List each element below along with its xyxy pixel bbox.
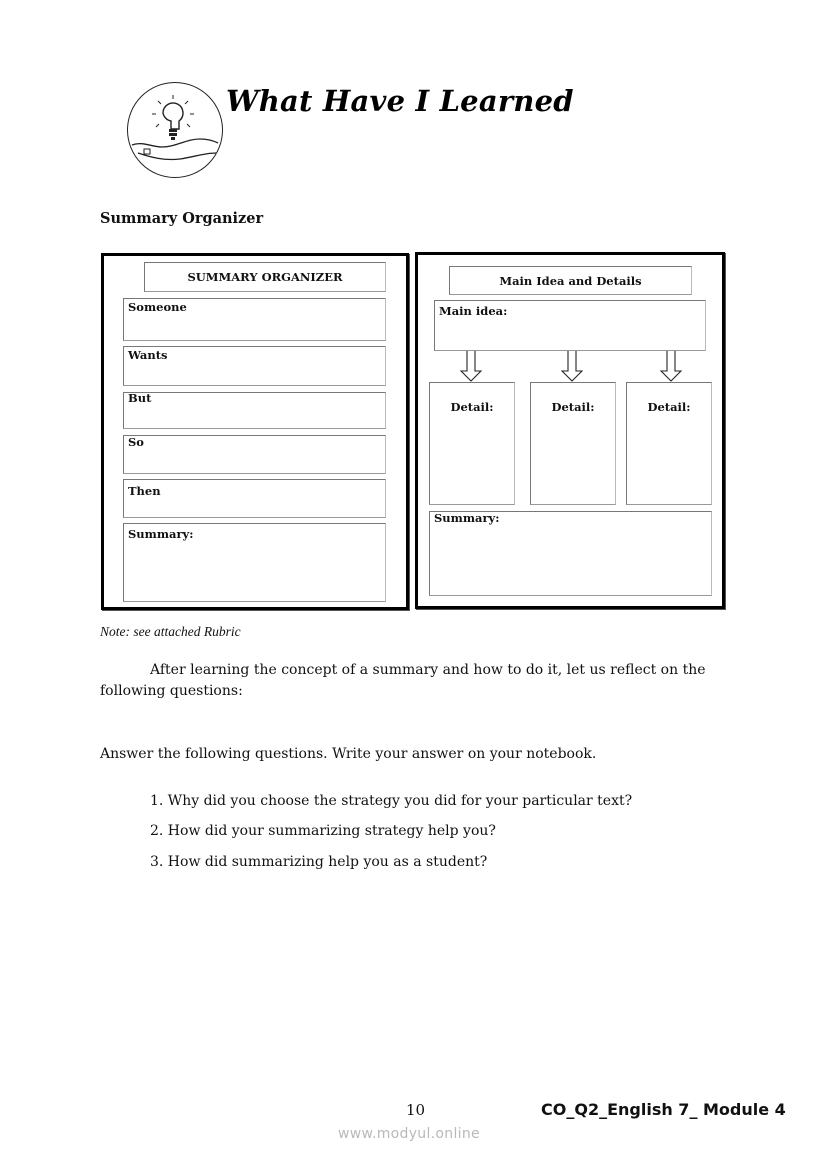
so-box[interactable] — [123, 435, 386, 474]
then-label: Then — [128, 484, 161, 498]
left-summary-label: Summary: — [128, 527, 194, 541]
summary-organizer-heading-text: SUMMARY ORGANIZER — [187, 270, 343, 284]
someone-box[interactable] — [123, 298, 386, 341]
main-idea-label: Main idea: — [439, 304, 508, 318]
then-box[interactable] — [123, 479, 386, 518]
someone-label: Someone — [128, 300, 187, 314]
main-idea-heading-text: Main Idea and Details — [499, 273, 642, 288]
page-title: What Have I Learned — [226, 84, 574, 118]
detail-box-3[interactable] — [626, 382, 712, 505]
main-idea-box[interactable] — [434, 300, 706, 351]
lightbulb-in-hand-icon — [127, 82, 223, 178]
watermark: www.modyul.online — [338, 1126, 480, 1142]
wants-box[interactable] — [123, 346, 386, 386]
detail-label: Detail: — [450, 400, 494, 414]
so-label: So — [128, 435, 144, 449]
but-label: But — [128, 391, 152, 405]
detail-label: Detail: — [551, 400, 595, 414]
down-arrow-icon — [561, 351, 583, 383]
rubric-note: Note: see attached Rubric — [100, 624, 241, 639]
summary-organizer-frame — [101, 253, 409, 610]
page-number: 10 — [406, 1101, 426, 1119]
down-arrow-icon — [660, 351, 682, 383]
question-2: 2. How did your summarizing strategy help you? — [150, 823, 496, 839]
instructions: Answer the following questions. Write your answer on your notebook. — [100, 746, 597, 762]
wants-label: Wants — [128, 348, 168, 362]
main-idea-organizer-frame — [415, 252, 725, 609]
intro-paragraph — [100, 660, 740, 702]
section-label: Summary Organizer — [100, 210, 264, 227]
right-summary-box[interactable] — [429, 511, 712, 596]
down-arrow-icon — [460, 351, 482, 383]
intro-paragraph-text: After learning the concept of a summary and how to do it, let us reflect on the following questions: — [100, 662, 706, 699]
detail-label: Detail: — [647, 400, 691, 414]
detail-box-2[interactable] — [530, 382, 616, 505]
module-label: CO_Q2_English 7_ Module 4 — [541, 1100, 786, 1119]
left-summary-box[interactable] — [123, 523, 386, 602]
summary-organizer-heading — [144, 262, 386, 292]
main-idea-heading — [449, 266, 692, 295]
question-1: 1. Why did you choose the strategy you did for your particular text? — [150, 793, 633, 809]
detail-box-1[interactable] — [429, 382, 515, 505]
right-summary-label: Summary: — [434, 511, 500, 525]
but-box[interactable] — [123, 392, 386, 429]
question-3: 3. How did summarizing help you as a student? — [150, 854, 488, 870]
